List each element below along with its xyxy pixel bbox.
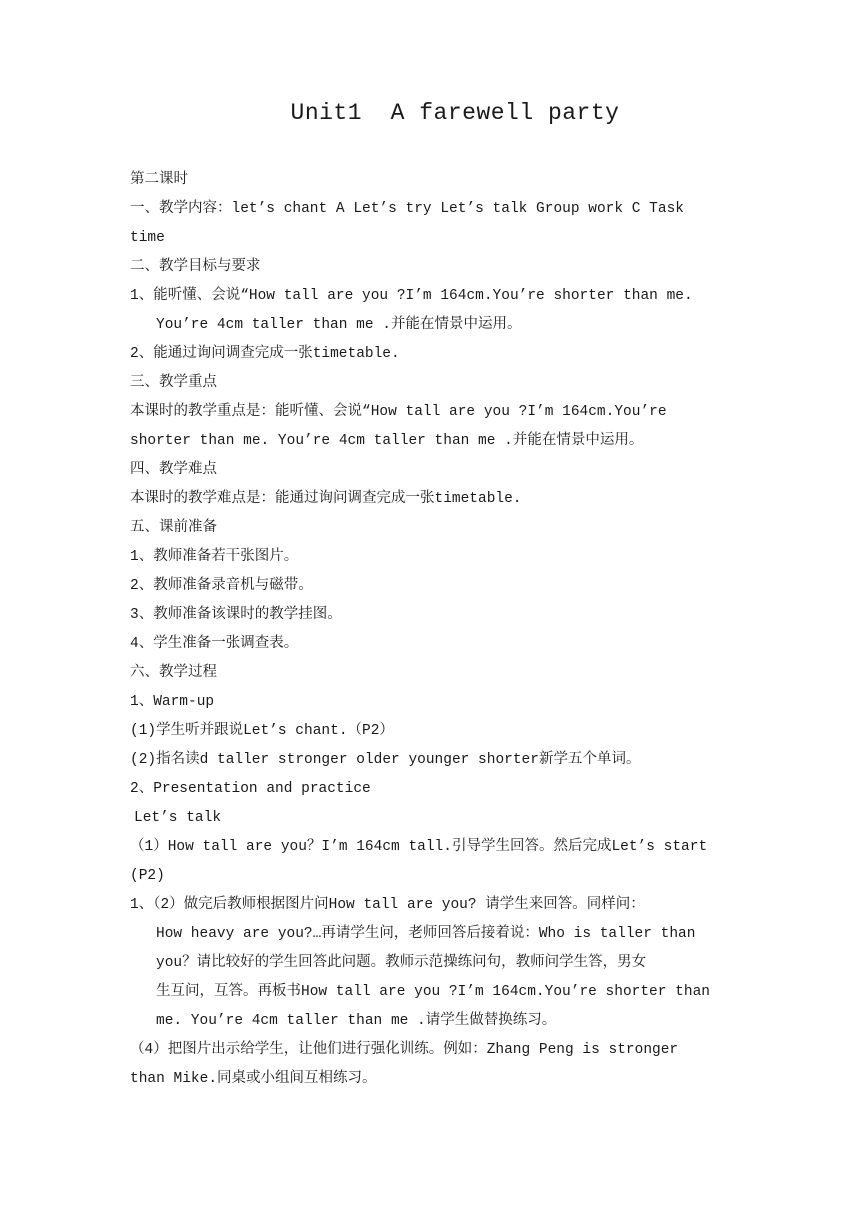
text-line: 生互问，互答。再板书How tall are you ?I’m 164cm.You’re shorter than [156,984,710,1000]
text-line: shorter than me. You’re 4cm taller than me .并能在情景中运用。 [130,433,644,449]
section-goals-heading: 二、教学目标与要求 [130,259,261,275]
preparation-item: 4、学生准备一张调查表。 [130,636,299,652]
subsection-label: Let’s talk [134,810,222,826]
text-line: 本课时的教学难点是：能通过询问调查完成一张timetable. [130,491,522,507]
document-body [130,166,732,1094]
text-line: time [130,230,165,246]
text-line: (P2) [130,868,165,884]
process-step: 2、Presentation and practice [130,781,371,797]
text-line: you？请比较好的学生回答此问题。教师示范操练问句，教师问学生答，男女 [156,955,647,971]
preparation-item: 2、教师准备录音机与磁带。 [130,578,313,594]
process-substep: 1、（2）做完后教师根据图片问How tall are you? 请学生来回答。同样问： [130,897,645,913]
section-process-heading: 六、教学过程 [130,665,217,681]
process-substep: （1）How tall are you？I’m 164cm tall.引导学生回答。然后完成Let’s start [130,839,708,855]
process-substep: (1)学生听并跟说Let’s chant.（P2） [130,723,394,739]
text-line: me. You’re 4cm taller than me .请学生做替换练习。 [156,1013,557,1029]
section-key-points-heading: 三、教学重点 [130,375,217,391]
lesson-period: 第二课时 [130,172,188,188]
section-difficulties-heading: 四、教学难点 [130,462,217,478]
process-step: 1、Warm-up [130,694,215,710]
document-title: Unit1 A farewell party [290,100,620,126]
text-line: How heavy are you?…再请学生问，老师回答后接着说：Who is taller than [156,926,696,942]
process-substep: （4）把图片出示给学生，让他们进行强化训练。例如：Zhang Peng is stronger [130,1042,679,1058]
section-teaching-content: 一、教学内容：let’s chant A Let’s try Let’s talk Group work C Task [130,201,684,217]
goal-item: 1、能听懂、会说“How tall are you ?I’m 164cm.You’re shorter than me. [130,288,693,304]
preparation-item: 1、教师准备若干张图片。 [130,549,299,565]
goal-item: 2、能通过询问调查完成一张timetable. [130,346,400,362]
section-preparation-heading: 五、课前准备 [130,520,217,536]
text-line: You’re 4cm taller than me .并能在情景中运用。 [156,317,522,333]
process-substep: (2)指名读d taller stronger older younger shorter新学五个单词。 [130,752,641,768]
text-line: 本课时的教学重点是：能听懂、会说“How tall are you ?I’m 164cm.You’re [130,404,667,420]
text-line: than Mike.同桌或小组间互相练习。 [130,1071,377,1087]
preparation-item: 3、教师准备该课时的教学挂图。 [130,607,342,623]
